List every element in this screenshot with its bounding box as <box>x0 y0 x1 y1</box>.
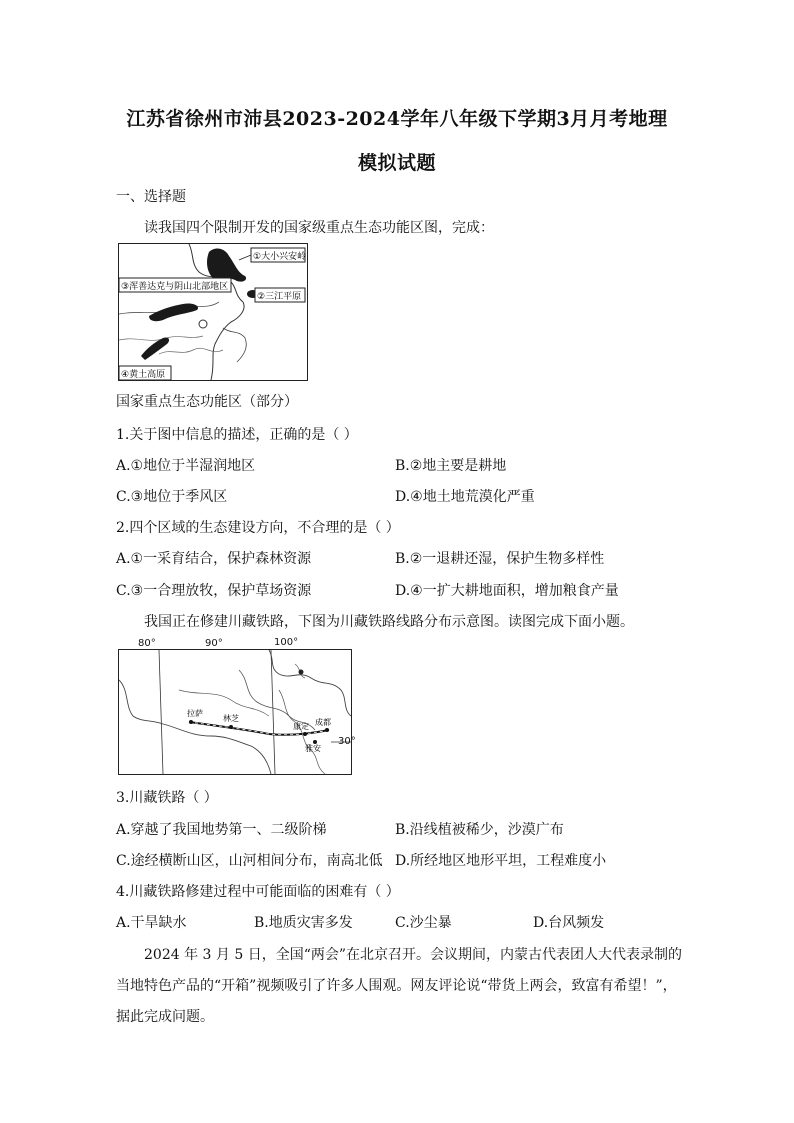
exam-title: 江苏省徐州市沛县2023-2024学年八年级下学期3月月考地理 <box>126 108 668 130</box>
q2-stem: 2.四个区域的生态建设方向，不合理的是（ ） <box>116 520 400 536</box>
lon-label-100: 100° <box>274 637 299 648</box>
city-dot-lhasa <box>189 720 193 724</box>
city-label-2: 林芝 <box>223 714 239 723</box>
paragraph-line-2: 当地特色产品的“开箱”视频吸引了许多人围观。网友评论说“带货上两会，致富有希望！”， <box>116 978 677 994</box>
city-label-1: 拉萨 <box>187 709 203 718</box>
q1-option-c: C.③地位于季风区 <box>116 489 228 505</box>
zone-label-3: ③浑善达克与阴山北部地区 <box>121 282 229 292</box>
border-line <box>119 680 271 774</box>
q4-option-a: A.干旱缺水 <box>116 915 187 931</box>
city-dot-nyingchi <box>229 725 233 729</box>
q4-option-b: B.地质灾害多发 <box>254 915 353 931</box>
city-label-4: 成都 <box>315 718 331 727</box>
city-dot-chengdu <box>325 728 329 732</box>
q3-option-c: C.途经横断山区，山河相间分布，南高北低 <box>116 853 383 869</box>
q1-option-d: D.④地土地荒漠化严重 <box>395 489 535 505</box>
eco-zone-map <box>118 243 308 381</box>
lake-dot <box>299 670 304 675</box>
q2-option-d: D.④一扩大耕地面积，增加粮食产量 <box>395 583 619 599</box>
zone-4-shape <box>141 337 169 360</box>
q3-stem: 3.川藏铁路（ ） <box>116 790 218 806</box>
zone-label-2: ②三江平原 <box>257 292 302 302</box>
q4-option-d: D.台风频发 <box>533 915 605 931</box>
meridian-100 <box>271 650 275 774</box>
intro-text-1: 读我国四个限制开发的国家级重点生态功能区图，完成： <box>144 220 494 236</box>
province-line <box>269 650 351 716</box>
q3-option-a: A.穿越了我国地势第一、二级阶梯 <box>116 822 327 838</box>
zone-3-shape <box>149 303 198 321</box>
city-label-5: 雅安 <box>305 744 321 753</box>
q2-option-c: C.③一合理放牧，保护草场资源 <box>116 583 312 599</box>
lon-label-80: 80° <box>138 638 156 649</box>
q2-option-b: B.②一退耕还湿，保护生物多样性 <box>395 551 605 567</box>
zone-1-shape <box>207 249 246 282</box>
paragraph-line-3: 据此完成问题。 <box>116 1009 214 1025</box>
coast-line <box>223 328 246 362</box>
river-line <box>239 670 315 730</box>
leader-line-1 <box>239 255 251 260</box>
railway-map <box>118 649 352 775</box>
q2-option-a: A.①一采育结合，保护森林资源 <box>116 551 312 567</box>
lat-label-30: 30° <box>338 736 356 747</box>
intro-text-2: 我国正在修建川藏铁路，下图为川藏铁路线路分布示意图。读图完成下面小题。 <box>144 614 634 630</box>
lon-label-90: 90° <box>205 638 223 649</box>
section-heading: 一、选择题 <box>116 189 186 205</box>
city-label-3: 康定 <box>293 722 309 731</box>
q4-stem: 4.川藏铁路修建过程中可能面临的困难有（ ） <box>116 884 400 900</box>
meridian-90 <box>159 650 163 774</box>
eco-zone-map-drawing <box>119 244 307 380</box>
map1-caption: 国家重点生态功能区（部分） <box>116 394 298 410</box>
paragraph-line-1: 2024 年 3 月 5 日，全国“两会”在北京召开。会议期间，内蒙古代表团人大代表录制的 <box>144 947 683 963</box>
city-dot-kangding <box>303 732 307 736</box>
q1-option-a: A.①地位于半湿润地区 <box>116 458 256 474</box>
exam-subtitle: 模拟试题 <box>357 152 436 174</box>
railway-map-drawing <box>119 650 351 774</box>
zone-label-4: ④黄土高原 <box>121 370 166 380</box>
capital-symbol <box>199 320 207 328</box>
zone-label-1: ①大小兴安岭 <box>253 252 307 262</box>
q1-stem: 1.关于图中信息的描述，正确的是（ ） <box>116 427 358 443</box>
q3-option-b: B.沿线植被稀少，沙漠广布 <box>395 822 564 838</box>
q4-option-c: C.沙尘暴 <box>395 915 452 931</box>
q1-option-b: B.②地主要是耕地 <box>395 458 507 474</box>
q3-option-d: D.所经地区地形平坦，工程难度小 <box>395 853 607 869</box>
